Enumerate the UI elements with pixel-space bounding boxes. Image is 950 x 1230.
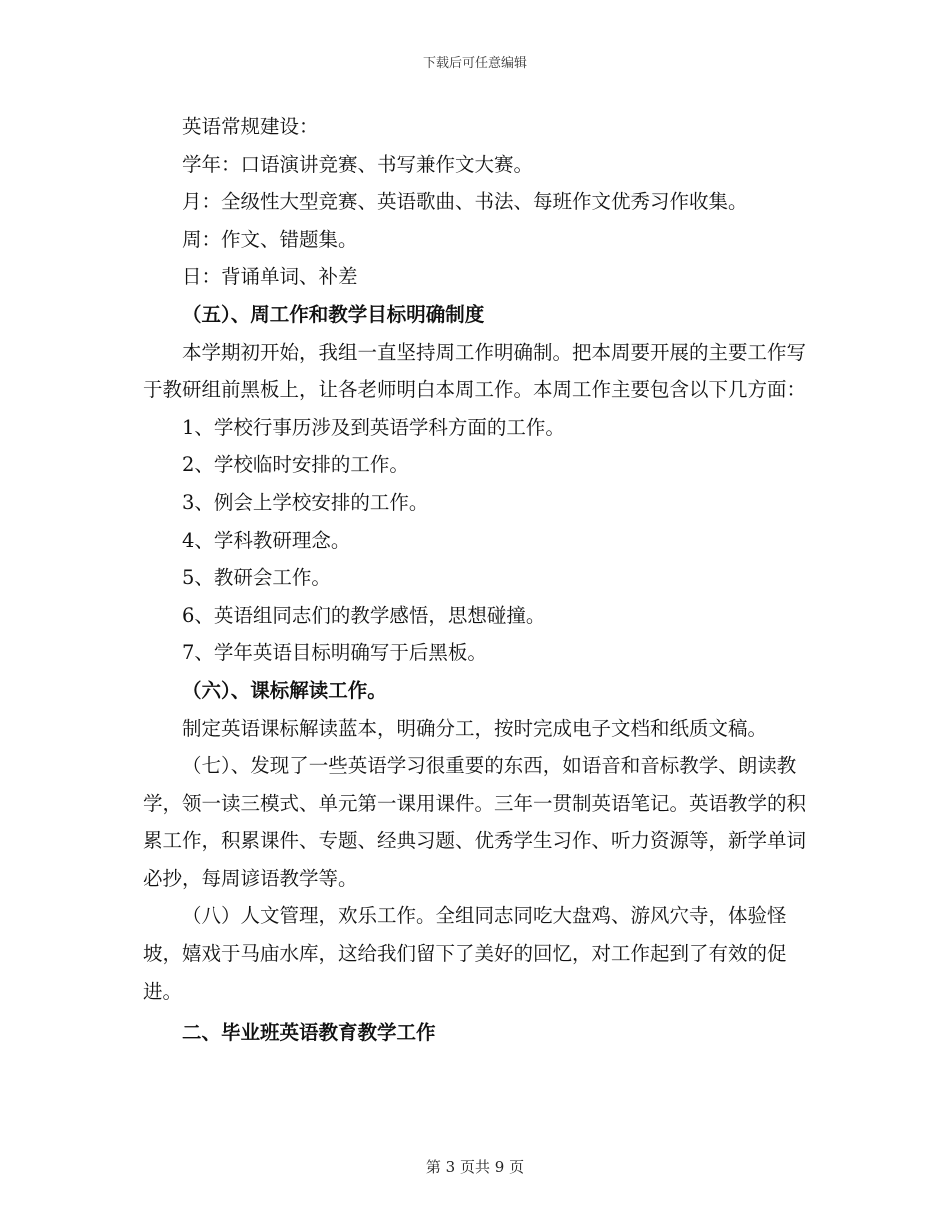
section-heading-6: （六）、课标解读工作。 (182, 678, 387, 702)
list-item-5: 5、教研会工作。 (182, 566, 331, 590)
document-body (143, 108, 808, 1052)
paragraph-month: 月：全级性大型竞赛、英语歌曲、书法、每班作文优秀习作收集。 (182, 190, 748, 214)
paragraph-day: 日：背诵单词、补差 (182, 265, 358, 289)
paragraph-school-year: 学年：口语演讲竞赛、书写兼作文大赛。 (182, 152, 534, 176)
list-item-7: 7、学年英语目标明确写于后黑板。 (182, 641, 487, 665)
list-item-6: 6、英语组同志们的教学感悟，思想碰撞。 (182, 603, 546, 627)
paragraph-english-routine: 英语常规建设： (182, 115, 319, 138)
paragraph-section-7: （七）、发现了一些英语学习很重要的东西，如语音和音标教学、朗读教学，领一读三模式、单元第一课用课件。三年一贯制英语笔记。英语教学的积累工作，积累课件、专题、经典习题、优秀学生习作、听力资源等，新学单词必抄，每周谚语教学等。 (143, 754, 807, 890)
paragraph-week: 周：作文、错题集。 (182, 227, 358, 251)
page-header: 下载后可任意编辑 (422, 56, 527, 71)
list-item-3: 3、例会上学校安排的工作。 (182, 490, 429, 514)
page-footer: 第 3 页共 9 页 (425, 1158, 525, 1176)
paragraph-weekly-system: 本学期初开始，我组一直坚持周工作明确制。把本周要开展的主要工作写于教研组前黑板上，让各老师明白本周工作。本周工作主要包含以下几方面： (143, 340, 807, 402)
paragraph-curriculum: 制定英语课标解读蓝本，明确分工，按时完成电子文档和纸质文稿。 (182, 716, 768, 740)
section-heading-5: （五）、周工作和教学目标明确制度 (182, 302, 485, 326)
paragraph-section-8: （八）人文管理，欢乐工作。全组同志同吃大盘鸡、游风穴寺，体验怪坡，嬉戏于马庙水库，这给我们留下了美好的回忆，对工作起到了有效的促进。 (143, 904, 787, 1003)
list-item-1: 1、学校行事历涉及到英语学科方面的工作。 (182, 415, 565, 439)
list-item-4: 4、学科教研理念。 (182, 528, 351, 552)
list-item-2: 2、学校临时安排的工作。 (182, 453, 409, 477)
section-heading-2: 二、毕业班英语教育教学工作 (182, 1021, 436, 1045)
